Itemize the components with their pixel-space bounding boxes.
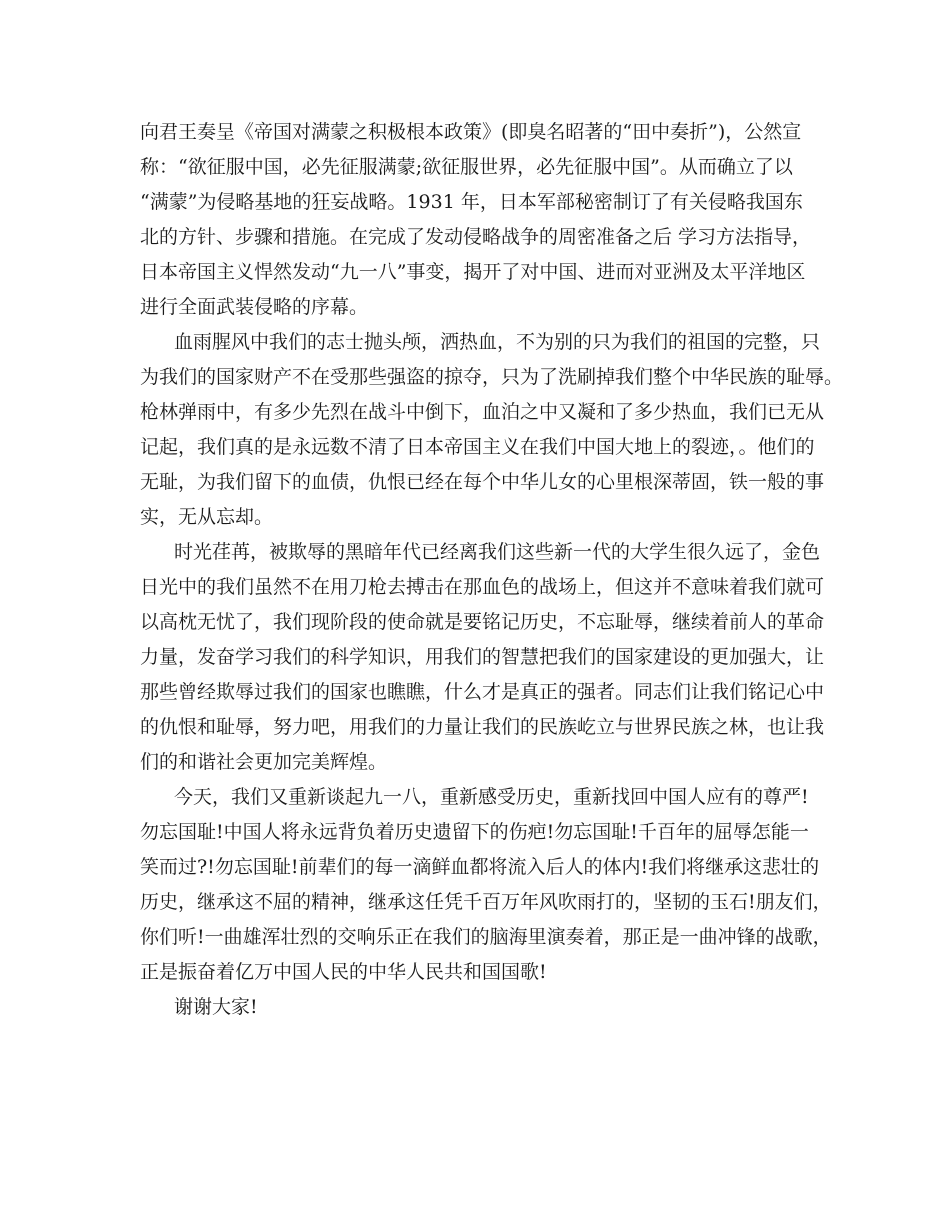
paragraph-3 [140, 535, 830, 780]
text-line: 那些曾经欺辱过我们的国家也瞧瞧，什么才是真正的强者。同志们让我们铭记心中 [140, 681, 825, 703]
paragraph-1 [140, 115, 830, 325]
text-line: 称：“欲征服中国，必先征服满蒙;欲征服世界，必先征服中国”。从而确立了以 [140, 156, 793, 178]
text-line: 正是振奋着亿万中国人民的中华人民共和国国歌! [140, 961, 547, 983]
text-line: 时光荏苒，被欺辱的黑暗年代已经离我们这些新一代的大学生很久远了，金色 [174, 541, 821, 563]
text-line: 无耻，为我们留下的血债，仇恨已经在每个中华儿女的心里根深蒂固，铁一般的事 [140, 471, 825, 493]
closing-line: 谢谢大家! [174, 996, 258, 1018]
text-line: 实，无从忘却。 [140, 506, 274, 528]
text-line: 日本帝国主义悍然发动“九一八”事变，揭开了对中国、进而对亚洲及太平洋地区 [140, 261, 806, 283]
text-line: 力量，发奋学习我们的科学知识，用我们的智慧把我们的国家建设的更加强大，让 [140, 646, 825, 668]
text-line: 进行全面武装侵略的序幕。 [140, 296, 369, 318]
text-line: 以高枕无忧了，我们现阶段的使命就是要铭记历史，不忘耻辱，继续着前人的革命 [140, 611, 825, 633]
text-line: 今天，我们又重新谈起九一八，重新感受历史，重新找回中国人应有的尊严! [174, 786, 809, 808]
text-line: 历史，继承这不屈的精神，继承这任凭千百万年风吹雨打的，坚韧的玉石!朋友们， [140, 891, 832, 913]
paragraph-4 [140, 780, 830, 990]
text-line: 北的方针、步骤和措施。在完成了发动侵略战争的周密准备之后 学习方法指导， [140, 226, 812, 248]
text-line: 你们听!一曲雄浑壮烈的交响乐正在我们的脑海里演奏着，那正是一曲冲锋的战歌， [140, 926, 832, 948]
text-line: 的仇恨和耻辱，努力吧，用我们的力量让我们的民族屹立与世界民族之林，也让我 [140, 716, 825, 738]
paragraph-2 [140, 325, 844, 535]
text-line: “满蒙”为侵略基地的狂妄战略。1931 年，日本军部秘密制订了有关侵略我国东 [140, 191, 803, 213]
text-line: 向君王奏呈《帝国对满蒙之积极根本政策》(即臭名昭著的“田中奏折”)，公然宣 [140, 121, 802, 143]
document-body [140, 115, 844, 1025]
text-line: 勿忘国耻!中国人将永远背负着历史遗留下的伤疤!勿忘国耻!千百年的屈辱怎能一 [140, 821, 809, 843]
text-line: 日光中的我们虽然不在用刀枪去搏击在那血色的战场上，但这并不意味着我们就可 [140, 576, 825, 598]
text-line: 们的和谐社会更加完美辉煌。 [140, 751, 388, 773]
text-line: 笑而过?!勿忘国耻!前辈们的每一滴鲜血都将流入后人的体内!我们将继承这悲壮的 [140, 856, 820, 878]
text-line: 为我们的国家财产不在受那些强盗的掠夺，只为了洗刷掉我们整个中华民族的耻辱。 [140, 366, 844, 388]
text-line: 枪林弹雨中，有多少先烈在战斗中倒下，血泊之中又凝和了多少热血，我们已无从 [140, 401, 825, 423]
text-line: 血雨腥风中我们的志士抛头颅，洒热血，不为别的只为我们的祖国的完整，只 [174, 331, 821, 353]
paragraph-5 [140, 990, 830, 1025]
text-line: 记起，我们真的是永远数不清了日本帝国主义在我们中国大地上的裂迹，。他们的 [140, 436, 815, 458]
